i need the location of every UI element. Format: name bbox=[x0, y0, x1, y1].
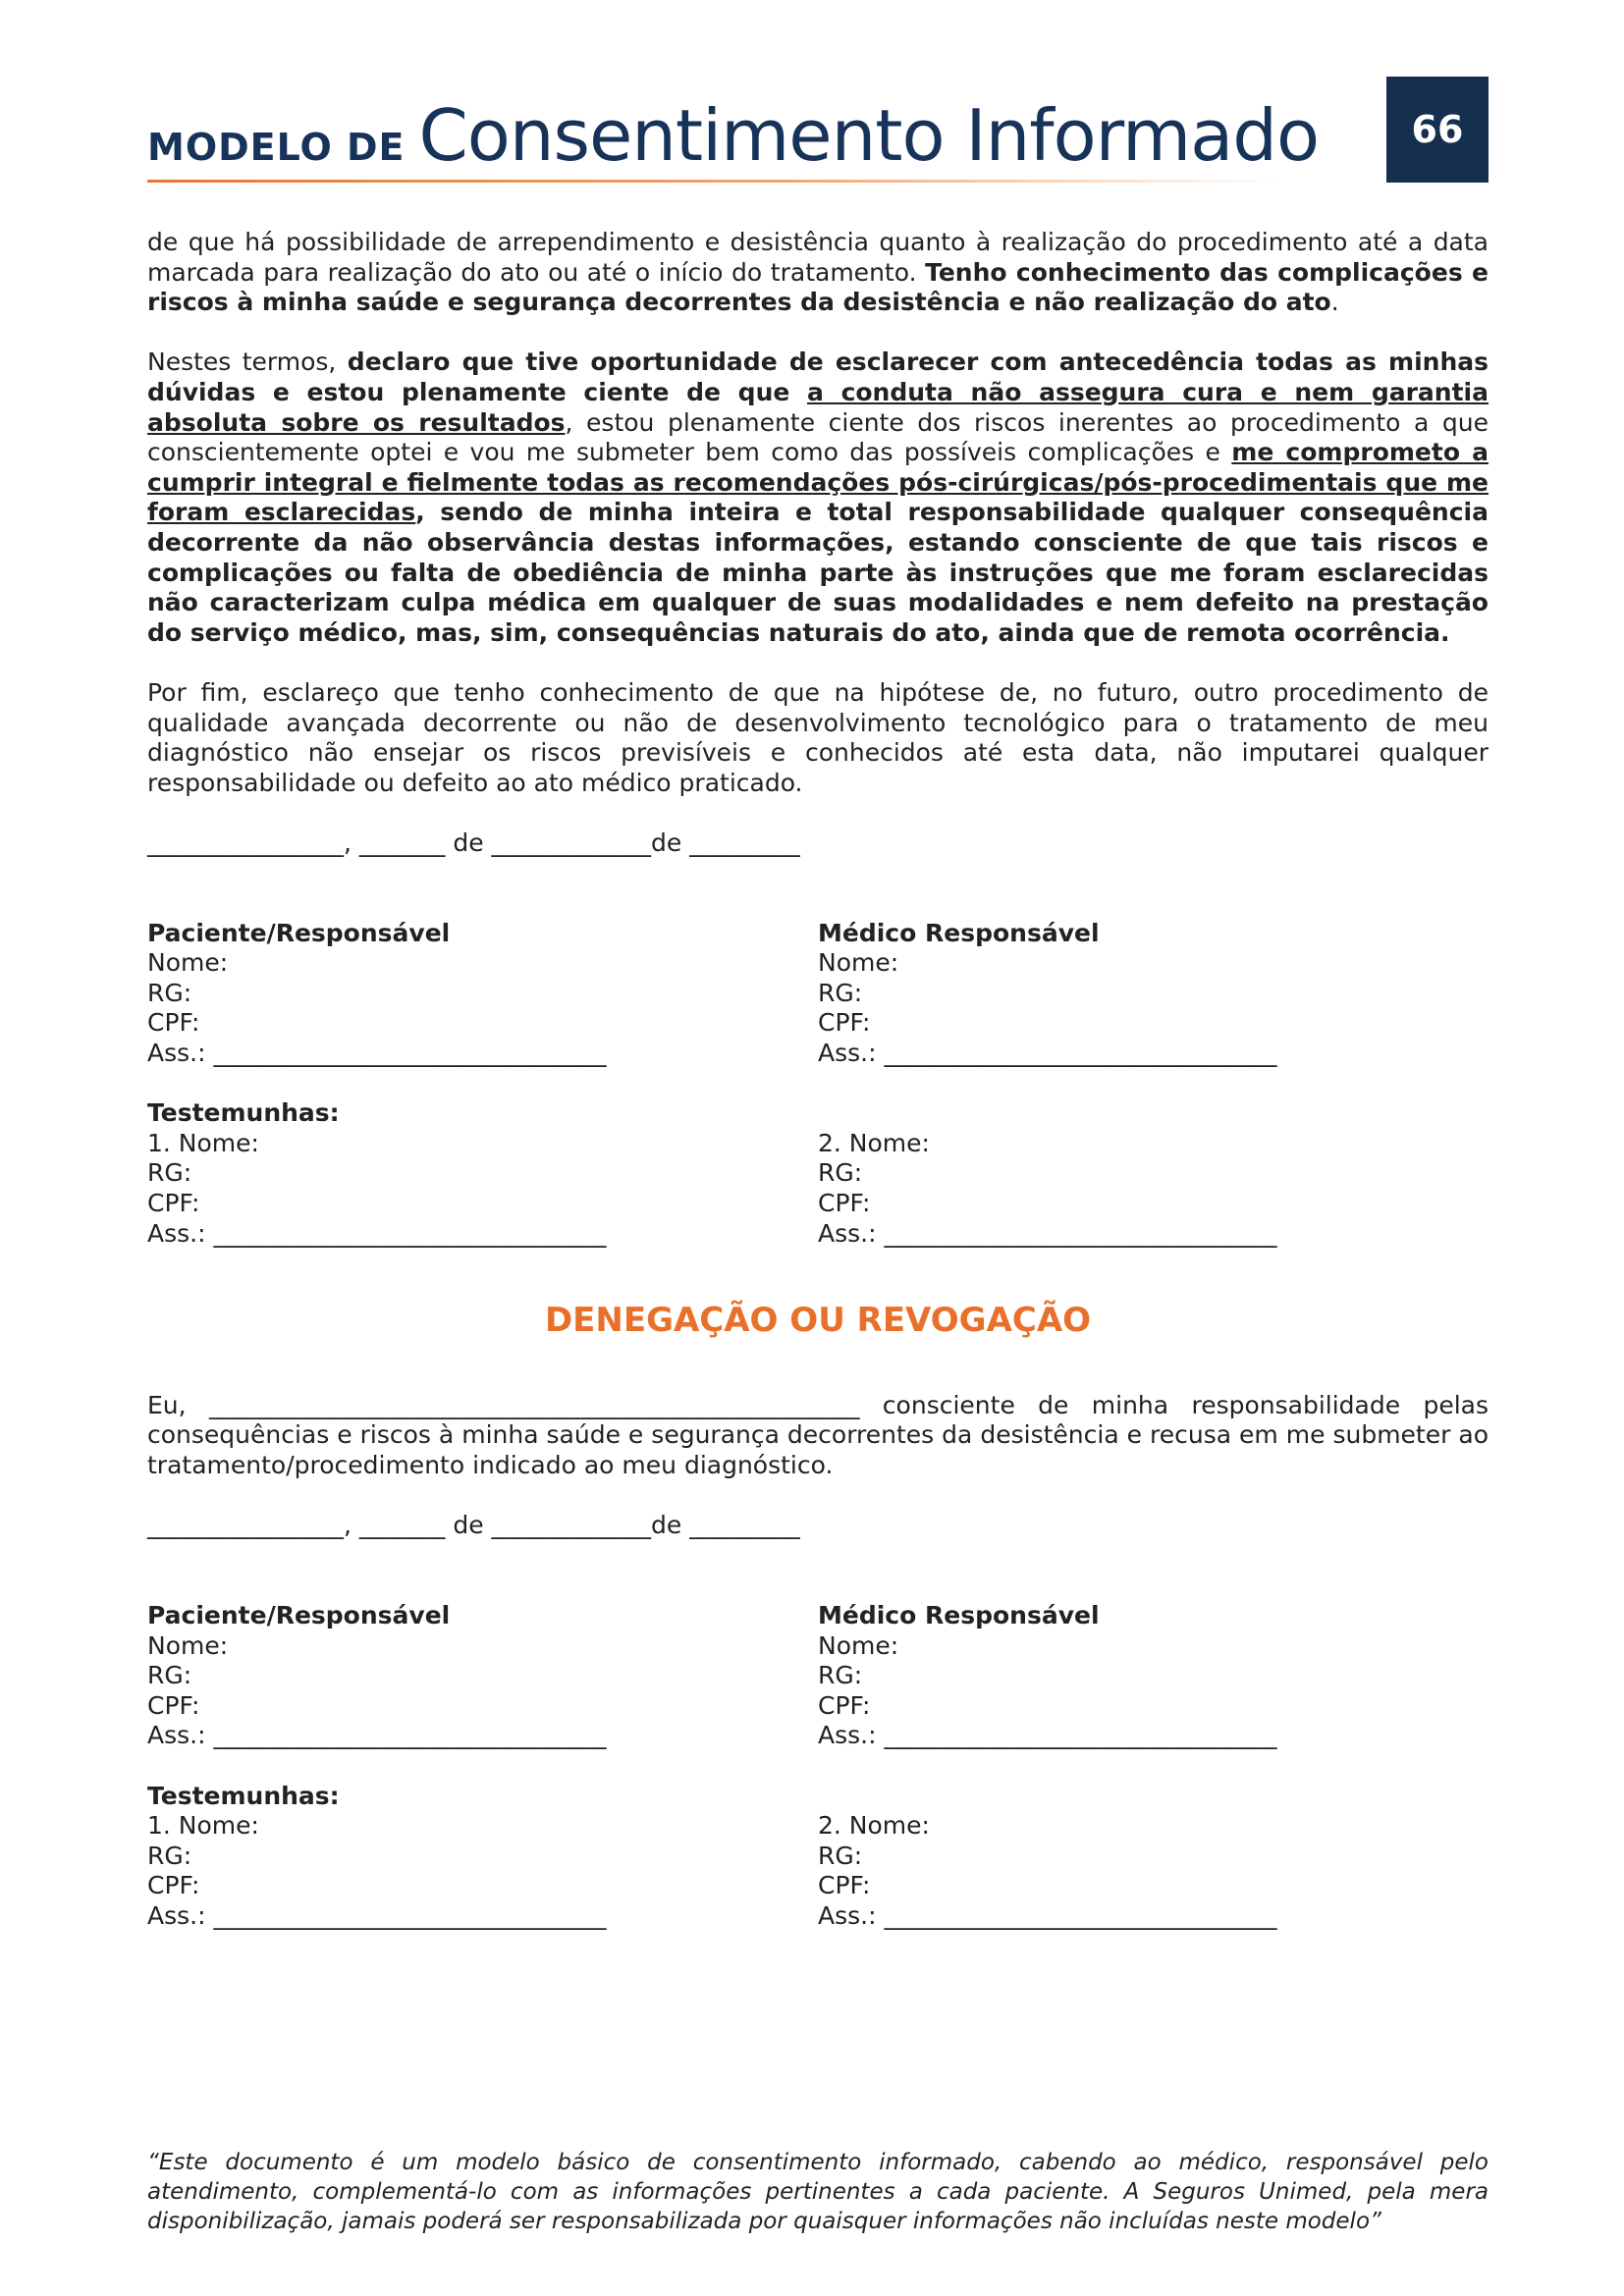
document-body bbox=[147, 228, 1489, 1931]
underlined-bold-span: a conduta não assegura cura e nem garantia absoluta sobre os resultados bbox=[147, 377, 1489, 437]
rg-label: RG: bbox=[147, 978, 192, 1007]
rg-label: RG: bbox=[818, 1158, 863, 1188]
name-label: Nome: bbox=[818, 1630, 899, 1660]
name-label: Nome: bbox=[147, 948, 229, 978]
signature-line: Ass.: ________________________________ bbox=[818, 1900, 1277, 1930]
witness-1-column bbox=[147, 1782, 818, 1932]
witnesses-title: Testemunhas: bbox=[147, 1098, 340, 1128]
cpf-label: CPF: bbox=[818, 1690, 871, 1720]
patient-title: Paciente/Responsável bbox=[147, 918, 451, 947]
bold-span: declaro que tive oportunidade de esclarecer com antecedência todas as minhas dúvidas e estou plenamente ciente de que bbox=[147, 347, 1489, 406]
paragraph-declaration bbox=[147, 347, 1489, 648]
cpf-label: CPF: bbox=[147, 1189, 200, 1217]
doctor-column bbox=[818, 1601, 1489, 1751]
doctor-title: Médico Responsável bbox=[818, 1600, 1100, 1629]
name-label: Nome: bbox=[818, 948, 899, 978]
text-span: Nestes termos, bbox=[147, 347, 348, 377]
header-small-title: MODELO DE bbox=[147, 126, 406, 169]
patient-column bbox=[147, 1601, 818, 1751]
signature-line: Ass.: ________________________________ bbox=[818, 1039, 1277, 1068]
witness-1-name-label: 1. Nome: bbox=[147, 1128, 259, 1157]
rg-label: RG: bbox=[147, 1158, 192, 1188]
patient-column bbox=[147, 919, 818, 1069]
text-span: , estou plenamente ciente dos riscos inerentes ao procedimento a que conscientemente optei e vou me submeter bem como das possíveis complicações e bbox=[147, 407, 1489, 467]
bold-span: Tenho conhecimento das complicações e riscos à minha saúde e segurança decorrentes da desistência e não realização do ato bbox=[147, 257, 1489, 317]
text-span: . bbox=[1330, 288, 1339, 317]
cpf-label: CPF: bbox=[147, 1008, 200, 1038]
cpf-label: CPF: bbox=[818, 1008, 871, 1038]
signature-line: Ass.: ________________________________ bbox=[818, 1218, 1277, 1248]
date-line: ________________, _______ de _____________de _________ bbox=[147, 1511, 800, 1540]
cpf-label: CPF: bbox=[147, 1871, 200, 1900]
paragraph-future-procedures: Por fim, esclareço que tenho conhecimento de que na hipótese de, no futuro, outro procedimento de qualidade avançada decorrente ou não de desenvolvimento tecnológico para o tratamento de meu diagnóstico não ensejar os riscos previsíveis e conhecidos até esta data, não imputarei qualquer responsabilidade ou defeito ao ato médico praticado. bbox=[147, 677, 1489, 797]
witness-2-name-label: 2. Nome: bbox=[818, 1128, 930, 1157]
signature-line: Ass.: ________________________________ bbox=[818, 1721, 1277, 1750]
text-span: de que há possibilidade de arrependimento e desistência quanto à realização do procedimento até a data marcada para realização do ato ou até o início do tratamento. bbox=[147, 228, 1489, 287]
name-label: Nome: bbox=[147, 1630, 229, 1660]
underlined-bold-span: me comprometo a cumprir integral e fielmente todas as recomendações pós-cirúrgicas/pós-procedimentais que me foram esclarecidas bbox=[147, 438, 1489, 527]
paragraph-denial: Eu, _____________________________________________________ consciente de minha responsabilidade pelas consequências e riscos à minha saúde e segurança decorrentes da desistência e recusa em me submeter ao tratamento/procedimento indicado ao meu diagnóstico. bbox=[147, 1390, 1489, 1479]
witness-1-name-label: 1. Nome: bbox=[147, 1811, 259, 1841]
rg-label: RG: bbox=[147, 1661, 192, 1690]
patient-title: Paciente/Responsável bbox=[147, 1600, 451, 1629]
witness-1-column bbox=[147, 1098, 818, 1249]
signature-line: Ass.: ________________________________ bbox=[147, 1900, 607, 1930]
signature-block-consent bbox=[147, 919, 1489, 1069]
cpf-label: CPF: bbox=[147, 1690, 200, 1720]
signature-block-denial bbox=[147, 1601, 1489, 1751]
witness-2-column bbox=[818, 1098, 1489, 1249]
header-main-title: Consentimento Informado bbox=[418, 94, 1319, 177]
rg-label: RG: bbox=[818, 978, 863, 1007]
date-line: ________________, _______ de _____________de _________ bbox=[147, 828, 800, 857]
doctor-column bbox=[818, 919, 1489, 1069]
rg-label: RG: bbox=[818, 1661, 863, 1690]
witness-2-name-label: 2. Nome: bbox=[818, 1811, 930, 1841]
signature-line: Ass.: ________________________________ bbox=[147, 1039, 607, 1068]
rg-label: RG: bbox=[818, 1841, 863, 1870]
paragraph-withdrawal bbox=[147, 228, 1489, 318]
doctor-title: Médico Responsável bbox=[818, 918, 1100, 947]
witness-block-consent bbox=[147, 1098, 1489, 1249]
witness-2-column bbox=[818, 1782, 1489, 1932]
signature-line: Ass.: ________________________________ bbox=[147, 1218, 607, 1248]
bold-span: , sendo de minha inteira e total responsabilidade qualquer consequência decorrente da não observância destas informações, estando consciente de que tais riscos e complicações ou falta de obediência de minha parte às instruções que me foram esclarecidas não caracterizam culpa médica em qualquer de suas modalidades e nem defeito na prestação do serviço médico, mas, sim, consequências naturais do ato, ainda que de remota ocorrência. bbox=[147, 498, 1489, 647]
cpf-label: CPF: bbox=[818, 1189, 871, 1217]
witness-block-denial bbox=[147, 1782, 1489, 1932]
document-header bbox=[147, 94, 1319, 177]
rg-label: RG: bbox=[147, 1841, 192, 1870]
section-title-denial: DENEGAÇÃO OU REVOGAÇÃO bbox=[544, 1301, 1092, 1341]
cpf-label: CPF: bbox=[818, 1871, 871, 1900]
footer-disclaimer: “Este documento é um modelo básico de consentimento informado, cabendo ao médico, responsável pelo atendimento, complementá-lo com as informações pertinentes a cada paciente. A Seguros Unimed, pela mera disponibilização, jamais poderá ser responsabilizada por quaisquer informações não incluídas neste modelo” bbox=[147, 2150, 1489, 2234]
witnesses-title: Testemunhas: bbox=[147, 1781, 340, 1810]
header-divider bbox=[147, 180, 1286, 183]
signature-line: Ass.: ________________________________ bbox=[147, 1721, 607, 1750]
page-number-badge: 66 bbox=[1386, 77, 1489, 183]
